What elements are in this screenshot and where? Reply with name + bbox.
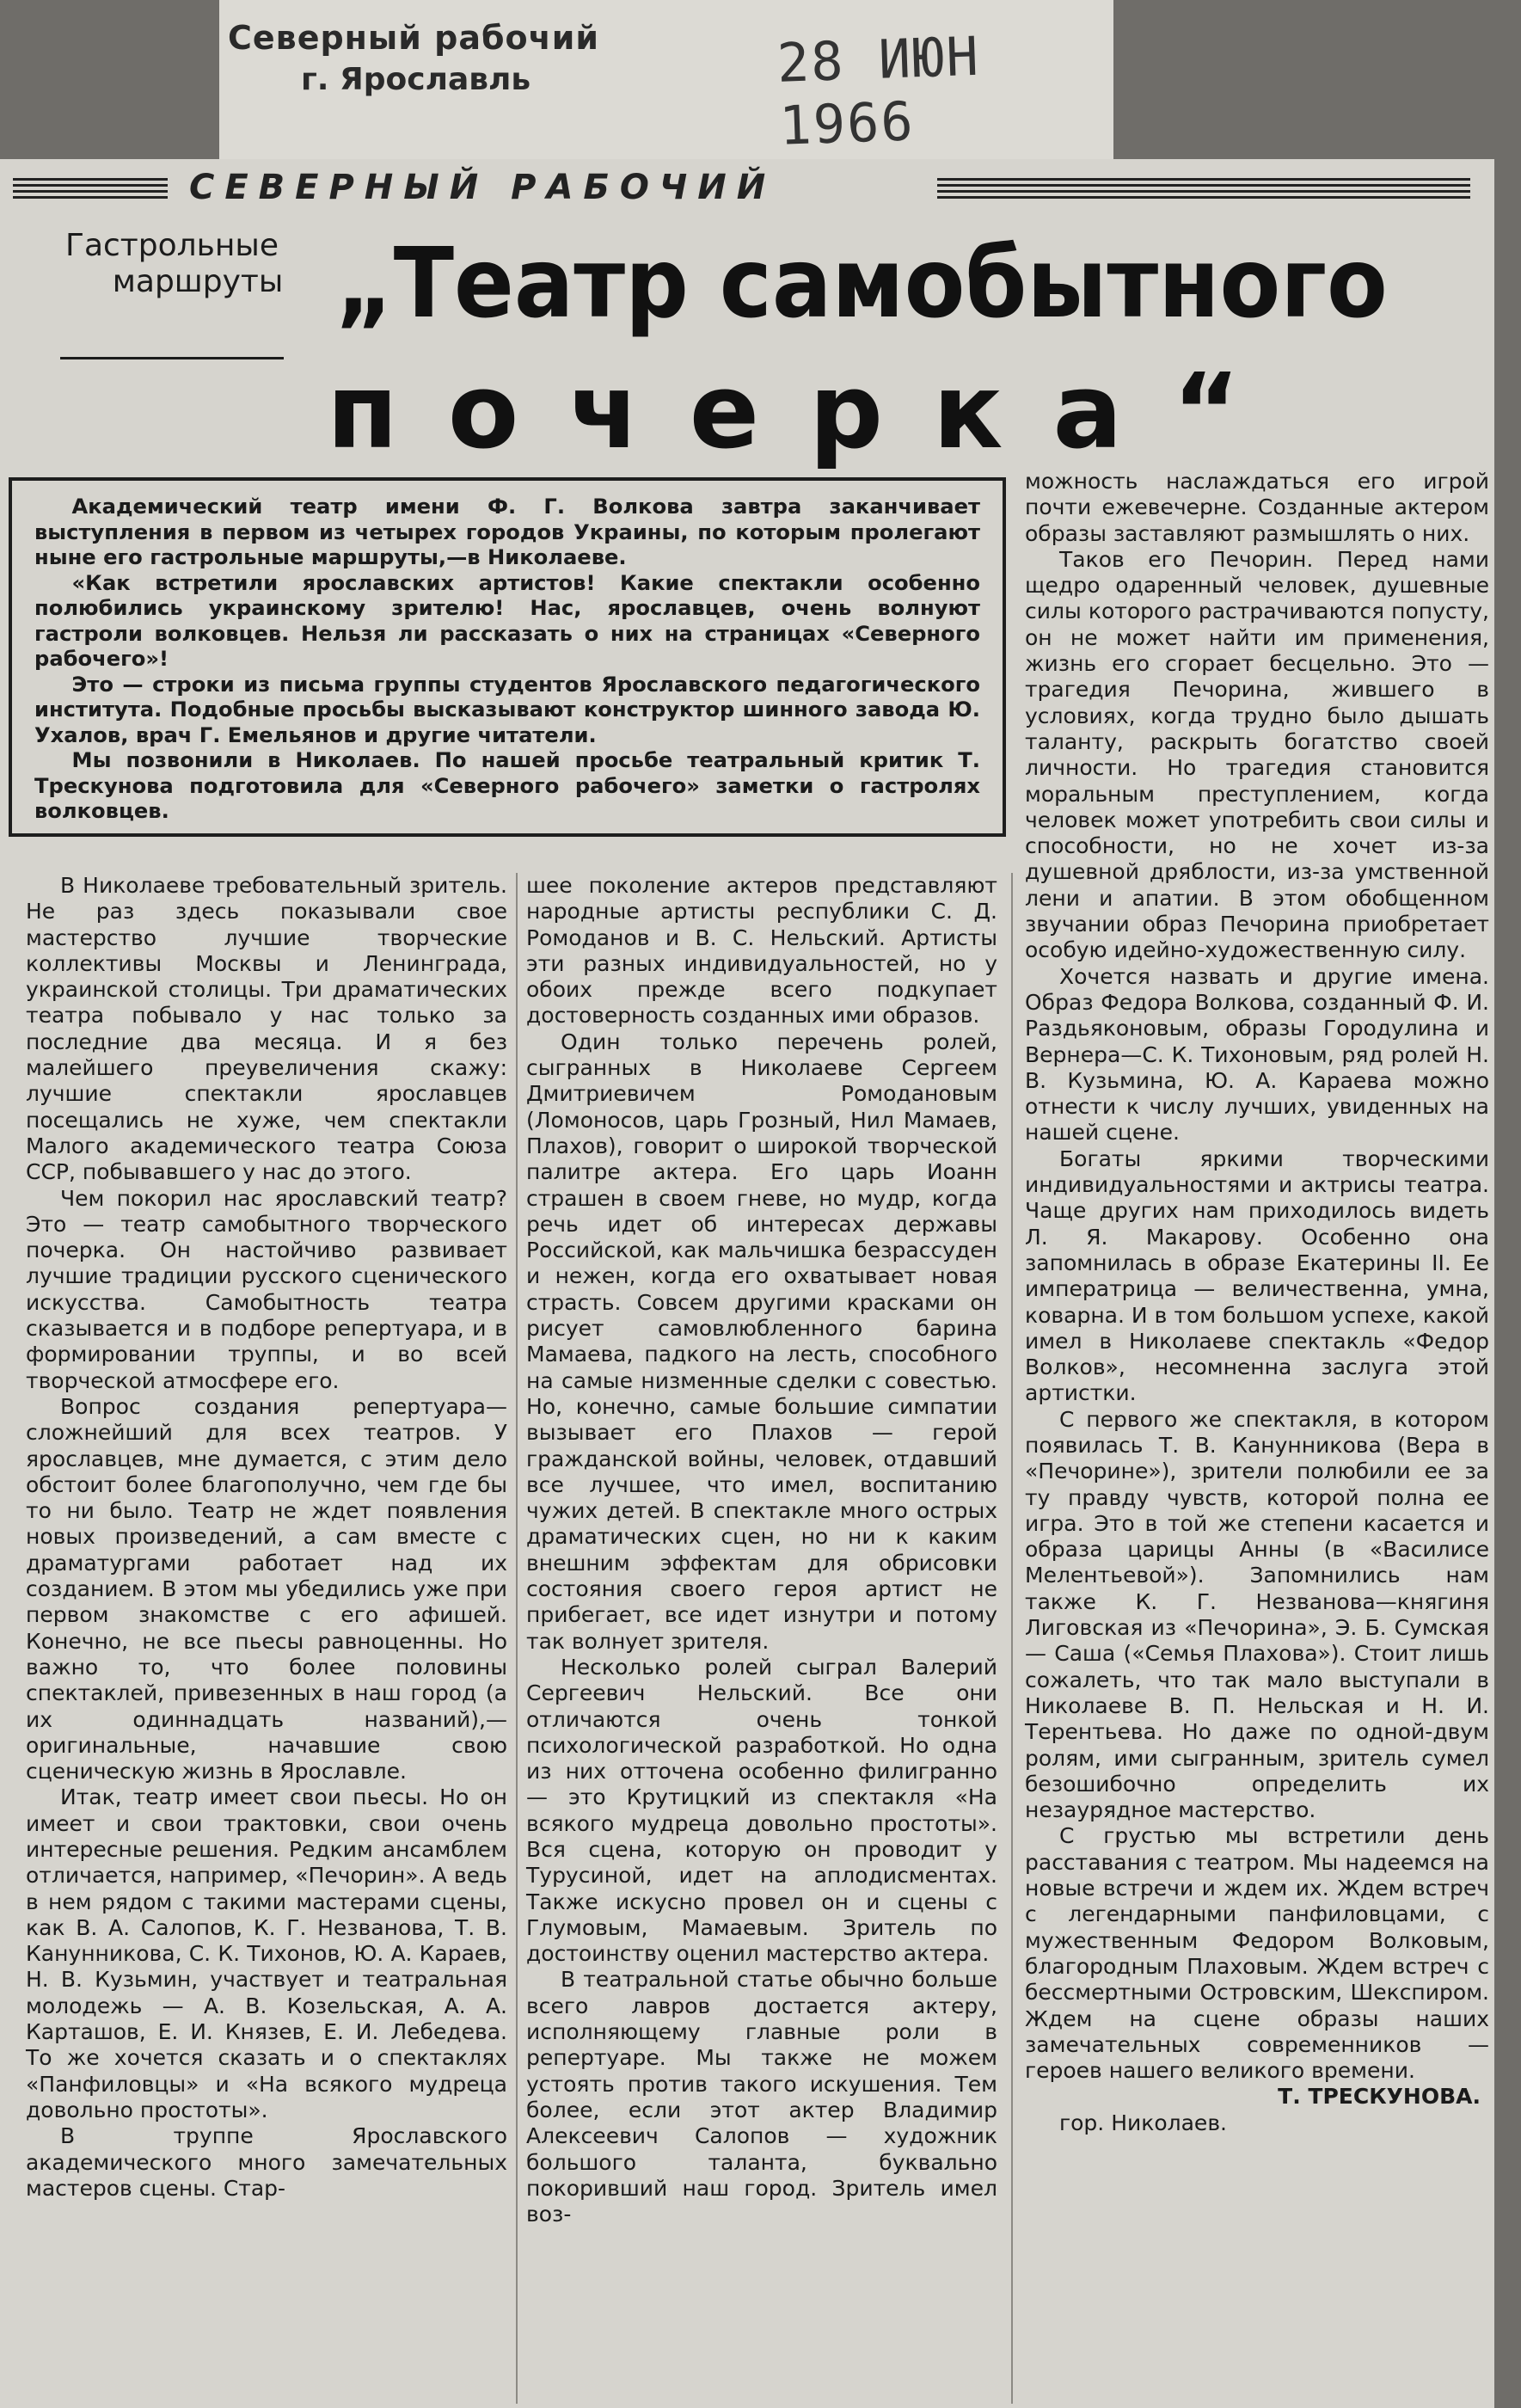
- headline-line-1: „Театр самобытного: [335, 228, 1388, 340]
- paragraph: шее поколение актеров представляют народные артисты республики С. Д. Ромоданов и В. С. Нельский. Артисты эти разных индивидуальностей, но у обоих прежде всего подкупает достоверность созданных ими образов.: [526, 873, 997, 1029]
- paragraph: Один только перечень ролей, сыгранных в Николаеве Сергеем Дмитриевичем Ромодановым (Ломоносов, царь Грозный, Нил Мамаев, Плахов), говорит о широкой творческой палитре актера. Его царь Иоанн страшен в своем гневе, но мудр, когда речь идет об интересах державы Российской, как мальчишка безрассуден и нежен, когда его охватывает новая страсть. Совсем другими красками он рисует самовлюбленного барина Мамаева, падкого на лесть, способного на самые низменные сделки с совестью. Но, конечно, самые большие симпатии вызывает его Плахов — герой гражданской войны, человек, отдавший все лучшее, что имел, воспитанию чужих детей. В спектакле много острых драматических сцен, но ни к каким внешним эффектам для обрисовки состояния своего героя артист не прибегает, все идет изнутри и потому так волнует зрителя.: [526, 1029, 997, 1654]
- newspaper-clipping: [0, 159, 1494, 2408]
- headline-line-2: почерка“: [327, 353, 1291, 472]
- stamp-date: 28 ИЮН 1966: [776, 24, 981, 157]
- lead-box: [9, 477, 1006, 837]
- stamp-paper-name: Северный рабочий: [228, 19, 599, 57]
- paragraph: Богаты яркими творческими индивидуальностями и актрисы театра. Чаще других нам приходилось видеть Л. Я. Макарову. Особенно она запомнилась в образе Екатерины II. Ее императрица — величественна, умна, коварна. И в том большом успехе, какой имел в Николаеве спектакль «Федор Волков», несомненна заслуга этой артистки.: [1025, 1146, 1489, 1406]
- rubric-line-2: маршруты: [112, 264, 284, 299]
- article-column-3: [1025, 469, 1489, 2136]
- archive-stamp: [219, 0, 1113, 159]
- paragraph: Хочется назвать и другие имена. Образ Федора Волкова, созданный Ф. И. Раздьяконовым, образы Городулина и Вернера—С. К. Тихоновым, ряд ролей Н. В. Кузьмина, Ю. А. Караева можно отнести к числу лучших, увиденных на нашей сцене.: [1025, 963, 1489, 1146]
- masthead-rule-right: [937, 178, 1470, 202]
- paragraph: В труппе Ярославского академического много замечательных мастеров сцены. Стар-: [26, 2123, 507, 2201]
- column-divider: [1011, 873, 1013, 2404]
- paragraph: можность наслаждаться его игрой почти ежевечерне. Созданные актером образы заставляют размышлять о них.: [1025, 469, 1489, 546]
- masthead-rule-left: [13, 178, 168, 202]
- paragraph: Таков его Печорин. Перед нами щедро одаренный человек, душевные силы которого растрачиваются попусту, он не может найти им применения, жизнь его сгорает бесцельно. Это — трагедия Печорина, жившего в условиях, когда трудно было дышать таланту, раскрыть богатство своей личности. Но трагедия становится моральным преступлением, когда человек может употребить свои силы и способности, но не хочет из-за душевной дряблости, из-за умственной лени и апатии. В этом обобщенном звучании образ Печорина приобретает особую идейно-художественную силу.: [1025, 546, 1489, 963]
- author-signature: Т. ТРЕСКУНОВА.: [1278, 2084, 1481, 2110]
- article-column-1: [26, 873, 507, 2202]
- masthead-title: СЕВЕРНЫЙ РАБОЧИЙ: [189, 168, 776, 207]
- lead-paragraph: Мы позвонили в Николаев. По нашей просьбе театральный критик Т. Трескунова подготовила для «Северного рабочего» заметки о гастролях волковцев.: [34, 748, 980, 823]
- lead-paragraph: «Как встретили ярославских артистов! Какие спектакли особенно полюбились украинскому зрителю! Нас, ярославцев, очень волнуют гастроли волковцев. Нельзя ли рассказать о них на страницах «Северного рабочего»!: [34, 570, 980, 671]
- author-location: гор. Николаев.: [1059, 2110, 1227, 2135]
- paragraph: В Николаеве требовательный зритель. Не раз здесь показывали свое мастерство лучшие творческие коллективы Москвы и Ленинграда, украинской столицы. Три драматических театра побывало у нас только за последние два месяца. И я без малейшего преувеличения скажу: лучшие спектакли ярославцев посещались не хуже, чем спектакли Малого академического театра Союза ССР, побывавшего у нас до этого.: [26, 873, 507, 1185]
- paragraph: Вопрос создания репертуара—сложнейший для всех театров. У ярославцев, мне думается, с этим дело обстоит более благополучно, чем где бы то ни было. Театр не ждет появления новых произведений, а сам вместе с драматургами работает над их созданием. В этом мы убедились уже при первом знакомстве с его афишей. Конечно, не все пьесы равноценны. Но важно то, что более половины спектаклей, привезенных в наш город (а их одиннадцать названий),—оригинальные, начавшие свою сценическую жизнь в Ярославле.: [26, 1393, 507, 1784]
- stamp-city: г. Ярославль: [301, 62, 531, 97]
- masthead: [0, 168, 1494, 211]
- column-divider: [516, 873, 518, 2404]
- paragraph: Чем покорил нас ярославский театр? Это — театр самобытного творческого почерка. Он настойчиво развивает лучшие традиции русского сценического искусства. Самобытность театра сказывается и в подборе репертуара, и в формировании труппы, и во всей творческой атмосфере его.: [26, 1185, 507, 1393]
- paragraph: Несколько ролей сыграл Валерий Сергеевич Нельский. Все они отличаются очень тонкой психологической разработкой. Но одна из них отточена особенно филигранно — это Крутицкий из спектакля «На всякого мудреца довольно простоты». Вся сцена, которую он проводит у Турусиной, идет на аплодисментах. Также искусно провел он и сцены с Глумовым, Мамаевым. Зритель по достоинству оценил мастерство актера.: [526, 1654, 997, 1967]
- paragraph: Итак, театр имеет свои пьесы. Но он имеет и свои трактовки, свои очень интересные решения. Редким ансамблем отличается, например, «Печорин». А ведь в нем рядом с такими мастерами сцены, как В. А. Салопов, К. Г. Незванова, Т. В. Канунникова, С. К. Тихонов, Ю. А. Караев, Н. В. Кузьмин, участвует и театральная молодежь — А. В. Козельская, А. А. Карташов, Е. И. Князев, Е. И. Лебедева. То же хочется сказать и о спектаклях «Панфиловцы» и «На всякого мудреца довольно простоты».: [26, 1784, 507, 2122]
- rubric: [43, 228, 301, 300]
- rubric-underline: [60, 357, 284, 359]
- paragraph: С первого же спектакля, в котором появилась Т. В. Канунникова (Вера в «Печорине»), зрители полюбили ее за ту правду чувств, которой полна ее игра. Это в той же степени касается и образа царицы Анны (в «Василисе Мелентьевой»). Запомнились нам также К. Г. Незванова—княгиня Лиговская из «Печорина», Э. Б. Сумская — Саша («Семья Плахова»). Стоит лишь сожалеть, что так мало выступали в Николаеве В. П. Нельская и Н. И. Терентьева. Но даже по одной-двум ролям, ими сыгранным, зритель сумел безошибочно определить их незаурядное мастерство.: [1025, 1406, 1489, 1823]
- rubric-line-1: Гастрольные: [65, 228, 279, 263]
- paragraph: С грустью мы встретили день расставания с театром. Мы надеемся на новые встречи и ждем их. Ждем встреч с легендарными панфиловцами, с мужественным Федором Волковым, благородным Плаховым. Ждем встреч с бессмертными Островским, Шекспиром. Ждем на сцене образы наших замечательных современников — героев нашего великого времени.: [1025, 1823, 1489, 2084]
- lead-paragraph: Это — строки из письма группы студентов Ярославского педагогического института. Подобные просьбы высказывают конструктор шинного завода Ю. Ухалов, врач Г. Емельянов и другие читатели.: [34, 672, 980, 747]
- lead-paragraph: Академический театр имени Ф. Г. Волкова завтра заканчивает выступления в первом из четырех городов Украины, по которым пролегают ныне его гастрольные маршруты,—в Николаеве.: [34, 494, 980, 569]
- paragraph: В театральной статье обычно больше всего лавров достается актеру, исполняющему главные роли в репертуаре. Мы также не можем устоять против такого искушения. Тем более, если этот актер Владимир Алексеевич Салопов — художник большого таланта, буквально покоривший наш город. Зритель имел воз-: [526, 1967, 997, 2227]
- article-column-2: [526, 873, 997, 2227]
